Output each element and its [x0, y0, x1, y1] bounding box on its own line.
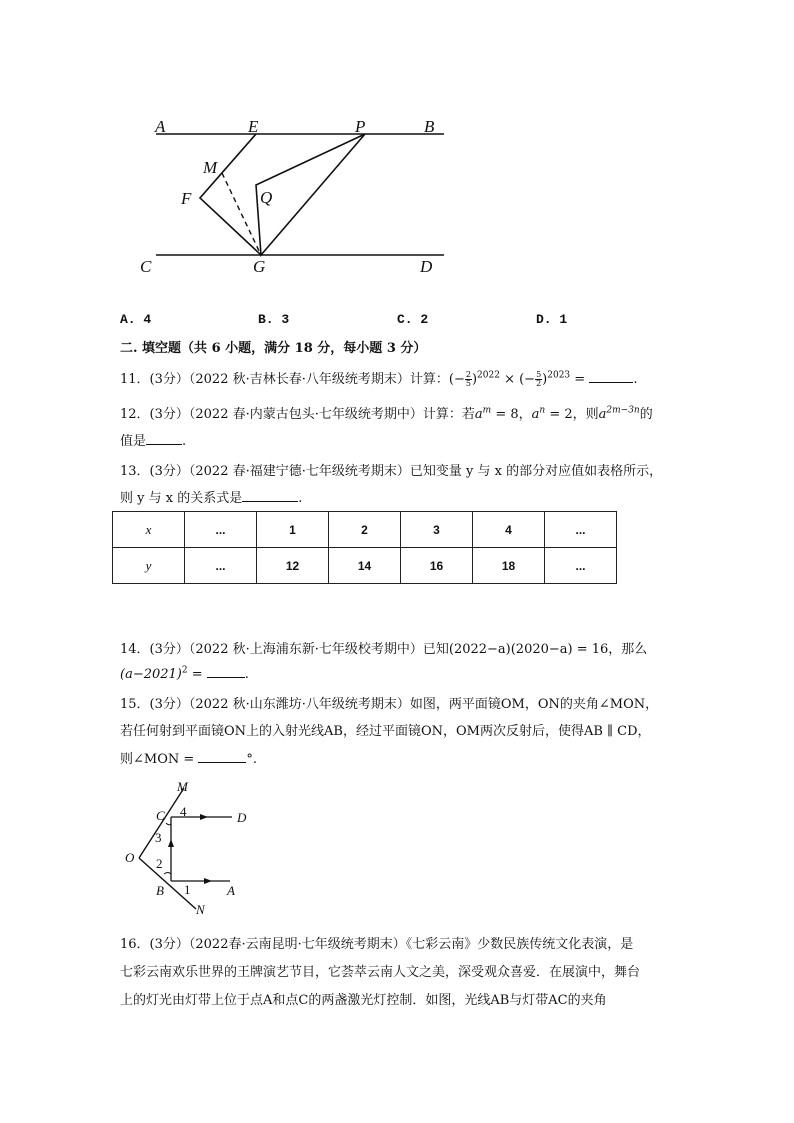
table-cell: ... — [185, 548, 257, 584]
label-a: A — [155, 117, 166, 136]
q11-f1-den: 5 — [465, 379, 471, 388]
q11-answer-blank[interactable] — [589, 370, 633, 383]
table-cell: 16 — [401, 548, 473, 584]
label-angle-3: 3 — [155, 830, 162, 845]
q14-equals: = — [187, 667, 207, 682]
table-cell: 4 — [473, 512, 545, 548]
label-o: O — [125, 850, 135, 865]
option-b: B. 3 — [258, 312, 290, 327]
question-12-line-1 — [120, 403, 653, 422]
label-d: D — [420, 257, 433, 276]
segment-p-q-g — [256, 134, 365, 255]
q12-cond2-base: a — [531, 407, 540, 422]
table-cell: 1 — [257, 512, 329, 548]
table-cell: 12 — [257, 548, 329, 584]
ray-cd-arrow — [200, 814, 208, 820]
dashed-segment-mg — [222, 173, 261, 255]
q15-line3-suffix: °. — [246, 752, 258, 767]
q13-answer-blank[interactable] — [242, 489, 298, 502]
q12-cond2-val: = 2，则 — [545, 407, 599, 422]
angle-arc-3 — [166, 823, 171, 825]
q12-prefix: 12．(3分）（2022 春·内蒙古包头·七年级统考期中）计算：若 — [120, 407, 475, 422]
label-g: G — [253, 257, 266, 276]
table-cell: 3 — [401, 512, 473, 548]
q12-cond2-exp: n — [539, 405, 546, 416]
q11-term-1: (− $\frac{2}{5}$ )$^{2022}$ — [448, 370, 500, 388]
label-angle-4: 4 — [180, 804, 187, 819]
question-15-line-2: 若任何射到平面镜ON上的入射光线AB，经过平面镜ON，OM两次反射后，使得AB ∥ CD， — [120, 724, 651, 739]
option-a: A. 4 — [120, 312, 152, 327]
table-row-y — [113, 548, 617, 584]
question-11 — [120, 368, 637, 388]
label-angle-1: 1 — [184, 882, 191, 897]
label-m: M — [203, 158, 218, 177]
q13-period: . — [298, 491, 303, 506]
table-header-y: y — [113, 548, 185, 584]
q12-answer-blank[interactable] — [146, 432, 182, 445]
q14-period: . — [244, 667, 249, 682]
q12-cond1-val: = 8， — [491, 407, 532, 422]
ray-ab-arrow — [204, 878, 212, 884]
q12-target-base: a — [598, 407, 607, 422]
section-heading: 二. 填空题（共 6 小题，满分 18 分，每小题 3 分） — [120, 341, 427, 356]
q14-answer-blank[interactable] — [207, 665, 245, 678]
q12-period: . — [182, 434, 187, 449]
question-16-line-3: 上的灯光由灯带上位于点A和点C的两盏激光灯控制．如图，光线AB与灯带AC的夹角 — [120, 993, 607, 1008]
segment-e-f-g — [200, 134, 261, 255]
q13-line2-prefix: 则 y 与 x 的关系式是 — [120, 491, 243, 506]
label-n: N — [196, 902, 205, 917]
question-15-line-3 — [120, 748, 257, 767]
label-m: M — [177, 779, 188, 794]
label-b: B — [424, 117, 435, 136]
table-row-x — [113, 512, 617, 548]
label-q: Q — [260, 188, 273, 207]
table-cell: 14 — [329, 548, 401, 584]
label-p: P — [355, 117, 366, 136]
label-d: D — [237, 810, 247, 825]
question-14-line-2 — [120, 665, 249, 682]
label-f: F — [181, 189, 192, 208]
table-cell: ... — [545, 512, 617, 548]
q11-f1-num: 2 — [465, 370, 471, 379]
label-a: A — [227, 883, 235, 898]
option-d: D. 1 — [536, 312, 568, 327]
table-cell: 18 — [473, 548, 545, 584]
geometry-figure-parallel-lines — [130, 110, 460, 280]
q14-expression: (a−2021) — [120, 667, 182, 682]
q12-line2-prefix: 值是 — [120, 434, 147, 449]
question-14-line-1: 14．(3分）（2022 秋·上海浦东新·七年级校考期中）已知(2022−a)(2020−a) = 16，那么 — [120, 642, 648, 657]
label-c: C — [140, 257, 152, 276]
q12-target-suffix: 的 — [639, 407, 653, 422]
question-16-line-1: 16．(3分）（2022春·云南昆明·七年级统考期末）《七彩云南》少数民族传统文化表演，是 — [120, 937, 634, 952]
table-header-x: x — [113, 512, 185, 548]
table-cell: ... — [185, 512, 257, 548]
q11-exp-1: 2022 — [477, 370, 500, 381]
table-cell: 2 — [329, 512, 401, 548]
q11-prefix: 11．(3分）（2022 秋·吉林长春·八年级统考期末）计算： — [120, 372, 449, 387]
q15-answer-blank[interactable] — [198, 750, 246, 763]
q11-times: × — [504, 372, 515, 387]
label-e: E — [248, 117, 259, 136]
q11-period: . — [633, 372, 638, 387]
label-angle-2: 2 — [156, 856, 163, 871]
angle-arc-2 — [164, 873, 171, 875]
label-b: B — [156, 883, 164, 898]
ray-bc-arrow — [168, 839, 174, 847]
option-c: C. 2 — [397, 312, 429, 327]
q11-exp-2: 2023 — [547, 370, 571, 381]
q11-f2-den: 2 — [536, 379, 542, 388]
label-c: C — [156, 808, 165, 823]
q12-cond1-base: a — [474, 407, 483, 422]
xy-value-table — [112, 511, 617, 584]
question-12-line-2 — [120, 430, 186, 449]
q11-term-2: (− $\frac{5}{2}$ )$^{2023}$ — [519, 370, 571, 388]
mirror-figure — [120, 775, 260, 920]
table-cell: ... — [545, 548, 617, 584]
q12-target-exp: 2m−3n — [606, 405, 640, 416]
question-13-line-1: 13．(3分）（2022 春·福建宁德·七年级统考期末）已知变量 y 与 x 的部分对应值如表格所示， — [120, 464, 663, 479]
question-13-line-2 — [120, 487, 302, 506]
q11-equals: = — [570, 372, 590, 387]
q11-f2-num: 5 — [536, 370, 542, 379]
question-16-line-2: 七彩云南欢乐世界的王牌演艺节目，它荟萃云南人文之美，深受观众喜爱．在展演中，舞台 — [120, 965, 641, 980]
question-15-line-1: 15．(3分）（2022 秋·山东潍坊·八年级统考期末）如图，两平面镜OM，ON的夹角∠MON， — [120, 697, 659, 712]
q15-line3-prefix: 则∠MON = — [120, 752, 199, 767]
q12-cond1-exp: m — [482, 405, 492, 416]
q14-exp: 2 — [181, 665, 188, 676]
